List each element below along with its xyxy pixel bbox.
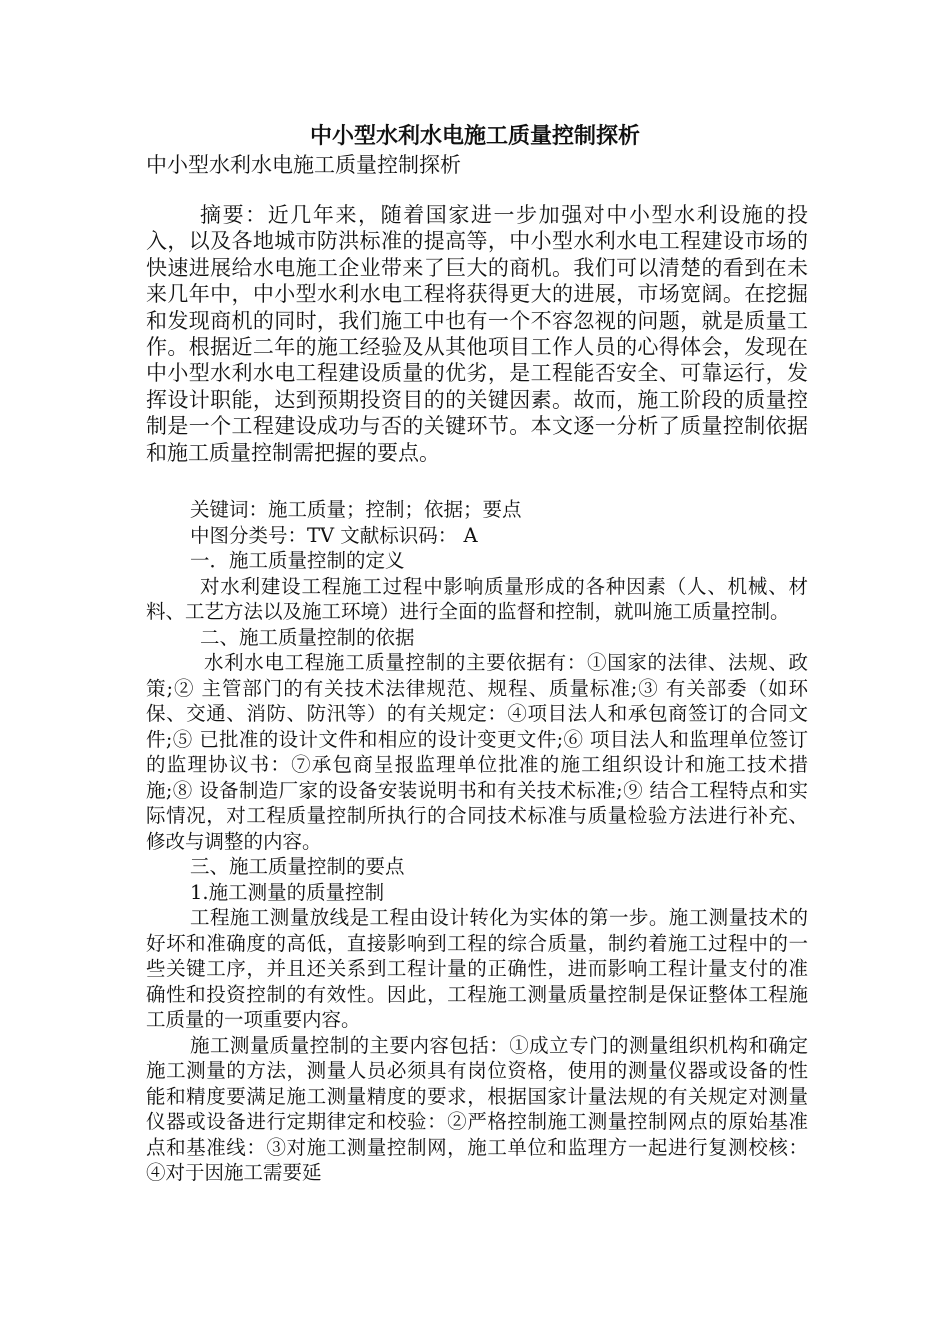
classification-line: 中图分类号：TV 文献标识码： A: [190, 523, 478, 547]
document-body: [146, 497, 808, 1186]
subsection-1-paragraph-1: 工程施工测量放线是工程由设计转化为实体的第一步。施工测量技术的好坏和准确度的高低，直接影响到工程的综合质量，制约着施工过程中的一些关键工序，并且还关系到工程计量的正确性，进而影响工程计量支付的准确性和投资控制的有效性。因此，工程施工测量质量控制是保证整体工程施工质量的一项重要内容。: [146, 906, 808, 1031]
document-title: 中小型水利水电施工质量控制探析: [309, 124, 640, 149]
keywords-line: 关键词：施工质量；控制；依据；要点: [190, 498, 522, 521]
subsection-1-heading: 1.施工测量的质量控制: [190, 880, 385, 904]
subsection-1-paragraph-2: 施工测量质量控制的主要内容包括：①成立专门的测量组织机构和确定施工测量的方法，测量人员必须具有岗位资格，使用的测量仪器或设备的性能和精度要满足施工测量精度的要求，根据国家计量法规的有关规定对测量仪器或设备进行定期律定和校验：②严格控制施工测量控制网点的原始基准点和基准线：③对施工测量控制网，施工单位和监理方一起进行复测校核：④对于因施工需要延: [146, 1033, 808, 1184]
section-2-heading: 二、施工质量控制的依据: [200, 625, 415, 649]
abstract-paragraph: 摘要：近几年来，随着国家进一步加强对中小型水利设施的投入，以及各地城市防洪标准的提高等，中小型水利水电工程建设市场的快速进展给水电施工企业带来了巨大的商机。我们可以清楚的看到在未来几年中，中小型水利水电工程将获得更大的进展，市场宽阔。在挖掘和发现商机的同时，我们施工中也有一个不容忽视的问题，就是质量工作。根据近二年的施工经验及从其他项目工作人员的心得体会，发现在中小型水利水电工程建设质量的优劣，是工程能否安全、可靠运行，发挥设计职能，达到预期投资目的的关键因素。故而，施工阶段的质量控制是一个工程建设成功与否的关键环节。本文逐一分析了质量控制依据和施工质量控制需把握的要点。: [146, 203, 808, 465]
section-1-paragraph: 对水利建设工程施工过程中影响质量形成的各种因素（人、机械、材料、工艺方法以及施工环境）进行全面的监督和控制，就叫施工质量控制。: [146, 574, 808, 623]
section-3-heading: 三、施工质量控制的要点: [190, 855, 405, 878]
section-1-heading: 一．施工质量控制的定义: [190, 549, 405, 572]
section-2-paragraph: 水利水电工程施工质量控制的主要依据有：①国家的法律、法规、政策;② 主管部门的有关技术法律规范、规程、质量标准;③ 有关部委（如环保、交通、消防、防汛等）的有关规定：④项目法人和承包商签订的合同文件;⑤ 已批准的设计文件和相应的设计变更文件;⑥ 项目法人和监理单位签订的监理协议书：⑦承包商呈报监理单位批准的施工组织设计和施工技术措施;⑧ 设备制造厂家的设备安装说明书和有关技术标准;⑨ 结合工程特点和实际情况，对工程质量控制所执行的合同技术标准与质量检验方法进行补充、修改与调整的内容。: [146, 651, 808, 853]
document-subtitle: 中小型水利水电施工质量控制探析: [146, 153, 461, 177]
